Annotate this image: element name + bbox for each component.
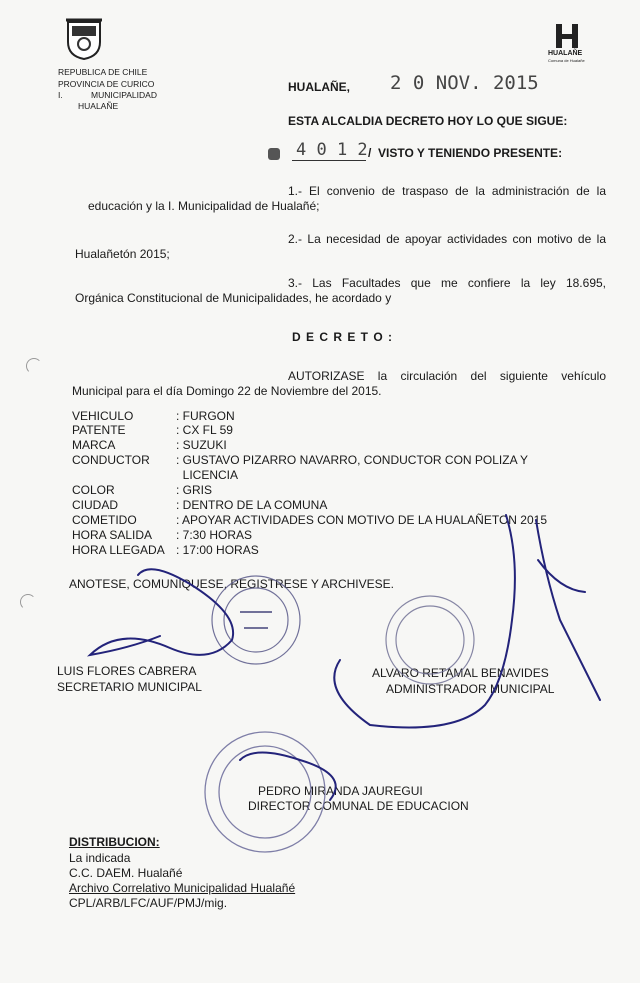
header-country: REPUBLICA DE CHILE <box>58 67 148 77</box>
date-stamp: 2 0 NOV. 2015 <box>390 72 539 94</box>
field-label: HORA LLEGADA <box>72 543 165 557</box>
consideration-2-first: 2.- La necesidad de apoyar actividades con motivo de la <box>288 232 606 246</box>
field-value: : 7:30 HORAS <box>176 528 253 542</box>
header-province: PROVINCIA DE CURICO <box>58 79 155 89</box>
header-municipality-prefix: I. <box>58 90 63 100</box>
right-signer-title: ADMINISTRADOR MUNICIPAL <box>386 682 555 696</box>
consideration-3-rest: Orgánica Constitucional de Municipalidades, he acordado y <box>75 291 392 305</box>
distribution-title: DISTRIBUCION: <box>69 835 160 849</box>
field-value: : DENTRO DE LA COMUNA <box>176 498 328 512</box>
field-label: CONDUCTOR <box>72 453 150 467</box>
field-value: LICENCIA <box>176 468 239 482</box>
consideration-2-rest: Hualañetón 2015; <box>75 247 170 261</box>
field-value: : APOYAR ACTIVIDADES CON MOTIVO DE LA HUALAÑETON 2015 <box>176 513 547 527</box>
distribution-item: C.C. DAEM. Hualañé <box>69 866 183 880</box>
right-administrador-stamp <box>386 596 474 684</box>
distribution-item: CPL/ARB/LFC/AUF/PMJ/mig. <box>69 896 228 910</box>
left-secretaria-stamp <box>212 576 300 664</box>
consideration-1-rest: educación y la I. Municipalidad de Hualañé; <box>88 199 320 213</box>
right-signer-name: ALVARO RETAMAL BENAVIDES <box>372 666 549 680</box>
decree-number: 4 0 1 2 <box>296 140 368 160</box>
authorize-first: AUTORIZASE la circulación del siguiente vehículo <box>288 369 606 383</box>
header-municipality: MUNICIPALIDAD <box>91 90 157 100</box>
right-logo-text: HUALAÑE <box>548 50 583 57</box>
consideration-3-first: 3.- Las Facultades que me confiere la ley 18.695, <box>288 276 606 290</box>
right-logo-sub: Comuna de Hualañe <box>548 58 585 63</box>
field-label: VEHICULO <box>72 409 134 423</box>
field-label: HORA SALIDA <box>72 528 153 542</box>
visto-line: / VISTO Y TENIENDO PRESENTE: <box>368 146 563 160</box>
header-city: HUALAÑE <box>78 101 119 111</box>
distribution-item: La indicada <box>69 851 131 865</box>
left-signer-name: LUIS FLORES CABRERA <box>57 664 197 678</box>
field-label: COMETIDO <box>72 513 137 527</box>
decreto-title: D E C R E T O : <box>292 330 394 344</box>
field-value: : GUSTAVO PIZARRO NAVARRO, CONDUCTOR CON POLIZA Y <box>176 453 529 467</box>
field-value: : SUZUKI <box>176 438 227 452</box>
field-value: : GRIS <box>176 483 213 497</box>
left-signer-title: SECRETARIO MUNICIPAL <box>57 680 202 694</box>
bottom-education-stamp <box>205 732 325 852</box>
distribution-item: Archivo Correlativo Municipalidad Hualañé <box>69 881 296 895</box>
bottom-signer-name: PEDRO MIRANDA JAUREGUI <box>258 784 423 798</box>
signature-strokes <box>90 515 600 800</box>
intro-line: ESTA ALCALDIA DECRETO HOY LO QUE SIGUE: <box>288 114 568 128</box>
authorize-rest: Municipal para el día Domingo 22 de Noviembre del 2015. <box>72 384 382 398</box>
closing-line: ANOTESE, COMUNIQUESE, REGISTRESE Y ARCHIVESE. <box>69 577 394 591</box>
field-label: MARCA <box>72 438 116 452</box>
date-place: HUALAÑE, <box>288 80 350 94</box>
bottom-signer-title: DIRECTOR COMUNAL DE EDUCACION <box>248 799 469 813</box>
visto-text: VISTO Y TENIENDO PRESENTE: <box>378 146 563 160</box>
field-value: : 17:00 HORAS <box>176 543 259 557</box>
field-label: CIUDAD <box>72 498 119 512</box>
field-value: : FURGON <box>176 409 235 423</box>
field-label: COLOR <box>72 483 115 497</box>
field-value: : CX FL 59 <box>176 423 233 437</box>
field-label: PATENTE <box>72 423 126 437</box>
consideration-1-first: 1.- El convenio de traspaso de la administración de la <box>288 184 606 198</box>
